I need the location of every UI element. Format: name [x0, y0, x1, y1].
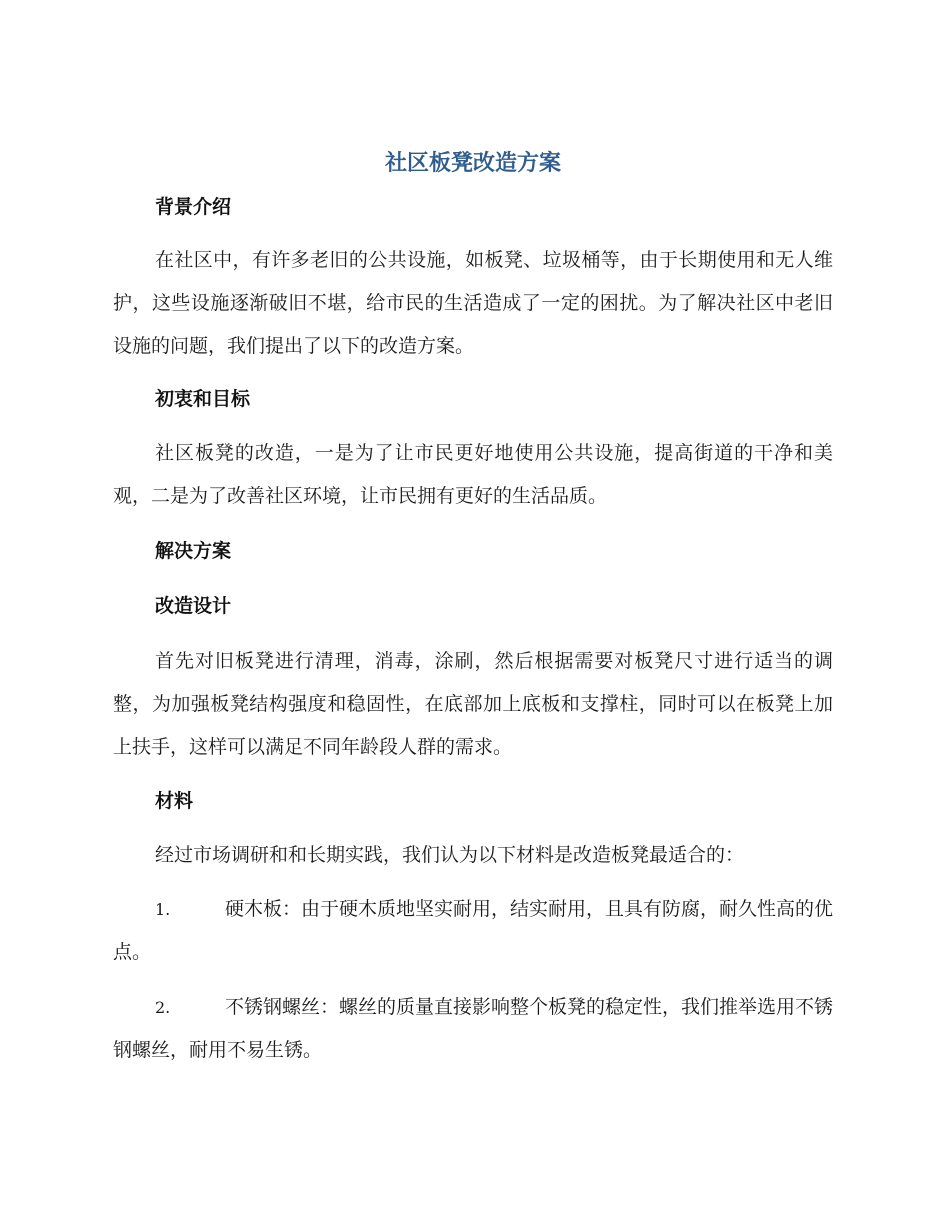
document-title: 社区板凳改造方案 [384, 151, 561, 176]
list-item [113, 986, 833, 1072]
section-heading-goals: 初衷和目标 [155, 388, 251, 410]
section-heading-materials: 材料 [155, 790, 194, 812]
section-heading-solution: 解决方案 [155, 540, 232, 562]
list-item-number: 1. [155, 900, 171, 919]
list-item-number: 2. [155, 998, 171, 1017]
list-item-text: 硬木板：由于硬木质地坚实耐用，结实耐用，且具有防腐，耐久性高的优点。 [113, 898, 834, 963]
section-heading-design: 改造设计 [155, 595, 232, 617]
list-item [113, 888, 833, 974]
section-heading-background: 背景介绍 [155, 196, 232, 218]
list-item-text: 不锈钢螺丝：螺丝的质量直接影响整个板凳的稳定性，我们推举选用不锈钢螺丝，耐用不易生锈。 [113, 996, 834, 1061]
paragraph-materials: 经过市场调研和和长期实践，我们认为以下材料是改造板凳最适合的： [155, 844, 745, 866]
paragraph-design: 首先对旧板凳进行清理，消毒，涂刷，然后根据需要对板凳尺寸进行适当的调整，为加强板凳结构强度和稳固性，在底部加上底板和支撑柱，同时可以在板凳上加上扶手，这样可以满足不同年龄段人群的需求。 [113, 650, 833, 758]
paragraph-goals: 社区板凳的改造，一是为了让市民更好地使用公共设施，提高街道的干净和美观，二是为了改善社区环境，让市民拥有更好的生活品质。 [113, 442, 833, 507]
paragraph-background: 在社区中，有许多老旧的公共设施，如板凳、垃圾桶等，由于长期使用和无人维护，这些设施逐渐破旧不堪，给市民的生活造成了一定的困扰。为了解决社区中老旧设施的问题，我们提出了以下的改造方案。 [113, 249, 833, 357]
